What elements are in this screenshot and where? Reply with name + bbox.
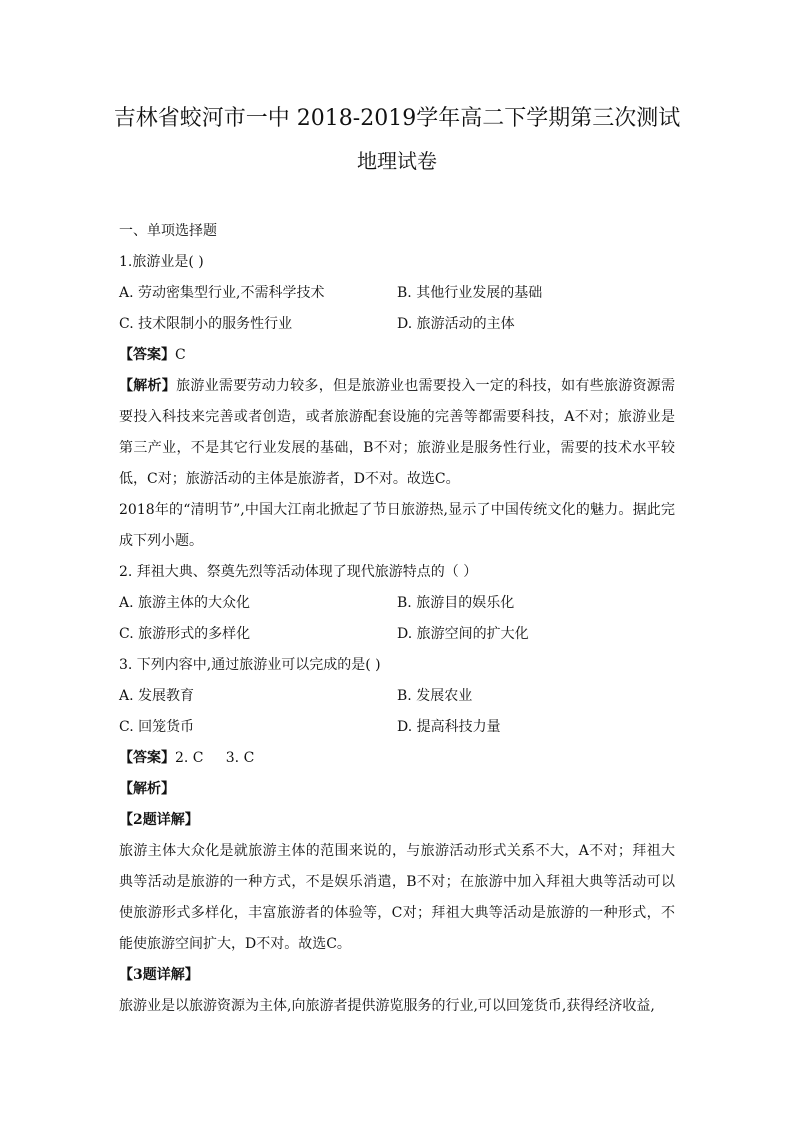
detail-2-text: 旅游主体大众化是就旅游主体的范围来说的，与旅游活动形式关系不大，A不对；拜祖大典等活动是旅游的一种方式，不是娱乐消遣，B不对；在旅游中加入拜祖大典等活动可以使旅游形式多样化，丰富旅游者的体验等，C对；拜祖大典等活动是旅游的一种形式，不能使旅游空间扩大，D不对。故选C。 bbox=[119, 843, 675, 952]
detail-3-heading: 【3题详解】 bbox=[119, 967, 199, 983]
exam-subtitle: 地理试卷 bbox=[357, 149, 437, 173]
exam-title: 吉林省蛟河市一中 2018-2019学年高二下学期第三次测试 bbox=[113, 106, 681, 131]
detail-3-text: 旅游业是以旅游资源为主体,向旅游者提供游览服务的行业,可以回笼货币,获得经济收益, bbox=[119, 998, 655, 1014]
question-1-answer bbox=[119, 340, 675, 371]
option-b: B. 其他行业发展的基础 bbox=[397, 285, 543, 301]
answer-label: 【答案】 bbox=[119, 347, 175, 363]
questions-2-3-answer bbox=[119, 743, 675, 774]
option-a: A. 劳动密集型行业,不需科学技术 bbox=[119, 285, 325, 301]
question-3-options-row-1 bbox=[119, 681, 675, 712]
answer-value: 2. C 3. C bbox=[175, 750, 255, 766]
option-c: C. 旅游形式的多样化 bbox=[119, 626, 251, 642]
question-2-options-row-2 bbox=[119, 619, 675, 650]
question-1-options-row-2 bbox=[119, 309, 675, 340]
reading-material: 2018年的“清明节”,中国大江南北掀起了节日旅游热,显示了中国传统文化的魅力。据此完成下列小题。 bbox=[119, 502, 675, 549]
question-1-options-row-1 bbox=[119, 278, 675, 309]
section-heading: 一、单项选择题 bbox=[119, 223, 217, 239]
question-2-stem: 2. 拜祖大典、祭奠先烈等活动体现了现代旅游特点的（ ） bbox=[119, 564, 478, 580]
answer-label: 【答案】 bbox=[119, 750, 175, 766]
option-c: C. 回笼货币 bbox=[119, 719, 195, 735]
question-2-options-row-1 bbox=[119, 588, 675, 619]
detail-2-heading: 【2题详解】 bbox=[119, 812, 199, 828]
option-b: B. 旅游目的娱乐化 bbox=[397, 595, 515, 611]
question-3-options-row-2 bbox=[119, 712, 675, 743]
exam-body bbox=[119, 216, 675, 1022]
option-a: A. 旅游主体的大众化 bbox=[119, 595, 251, 611]
question-1-stem: 1.旅游业是( ) bbox=[119, 254, 204, 270]
answer-value: C bbox=[175, 347, 186, 363]
analysis-text: 旅游业需要劳动力较多，但是旅游业也需要投入一定的科技，如有些旅游资源需要投入科技来完善或者创造，或者旅游配套设施的完善等都需要科技，A不对；旅游业是第三产业，不是其它行业发展的基础，B不对；旅游业是服务性行业，需要的技术水平较低，C对；旅游活动的主体是旅游者，D不对。故选C。 bbox=[119, 378, 676, 487]
option-b: B. 发展农业 bbox=[397, 688, 473, 704]
option-d: D. 旅游空间的扩大化 bbox=[397, 626, 529, 642]
option-d: D. 提高科技力量 bbox=[397, 719, 501, 735]
option-d: D. 旅游活动的主体 bbox=[397, 316, 515, 332]
question-1-analysis bbox=[119, 371, 675, 495]
analysis-heading: 【解析】 bbox=[119, 781, 175, 797]
analysis-label: 【解析】 bbox=[119, 378, 177, 394]
option-a: A. 发展教育 bbox=[119, 688, 195, 704]
question-3-stem: 3. 下列内容中,通过旅游业可以完成的是( ) bbox=[119, 657, 381, 673]
option-c: C. 技术限制小的服务性行业 bbox=[119, 316, 293, 332]
